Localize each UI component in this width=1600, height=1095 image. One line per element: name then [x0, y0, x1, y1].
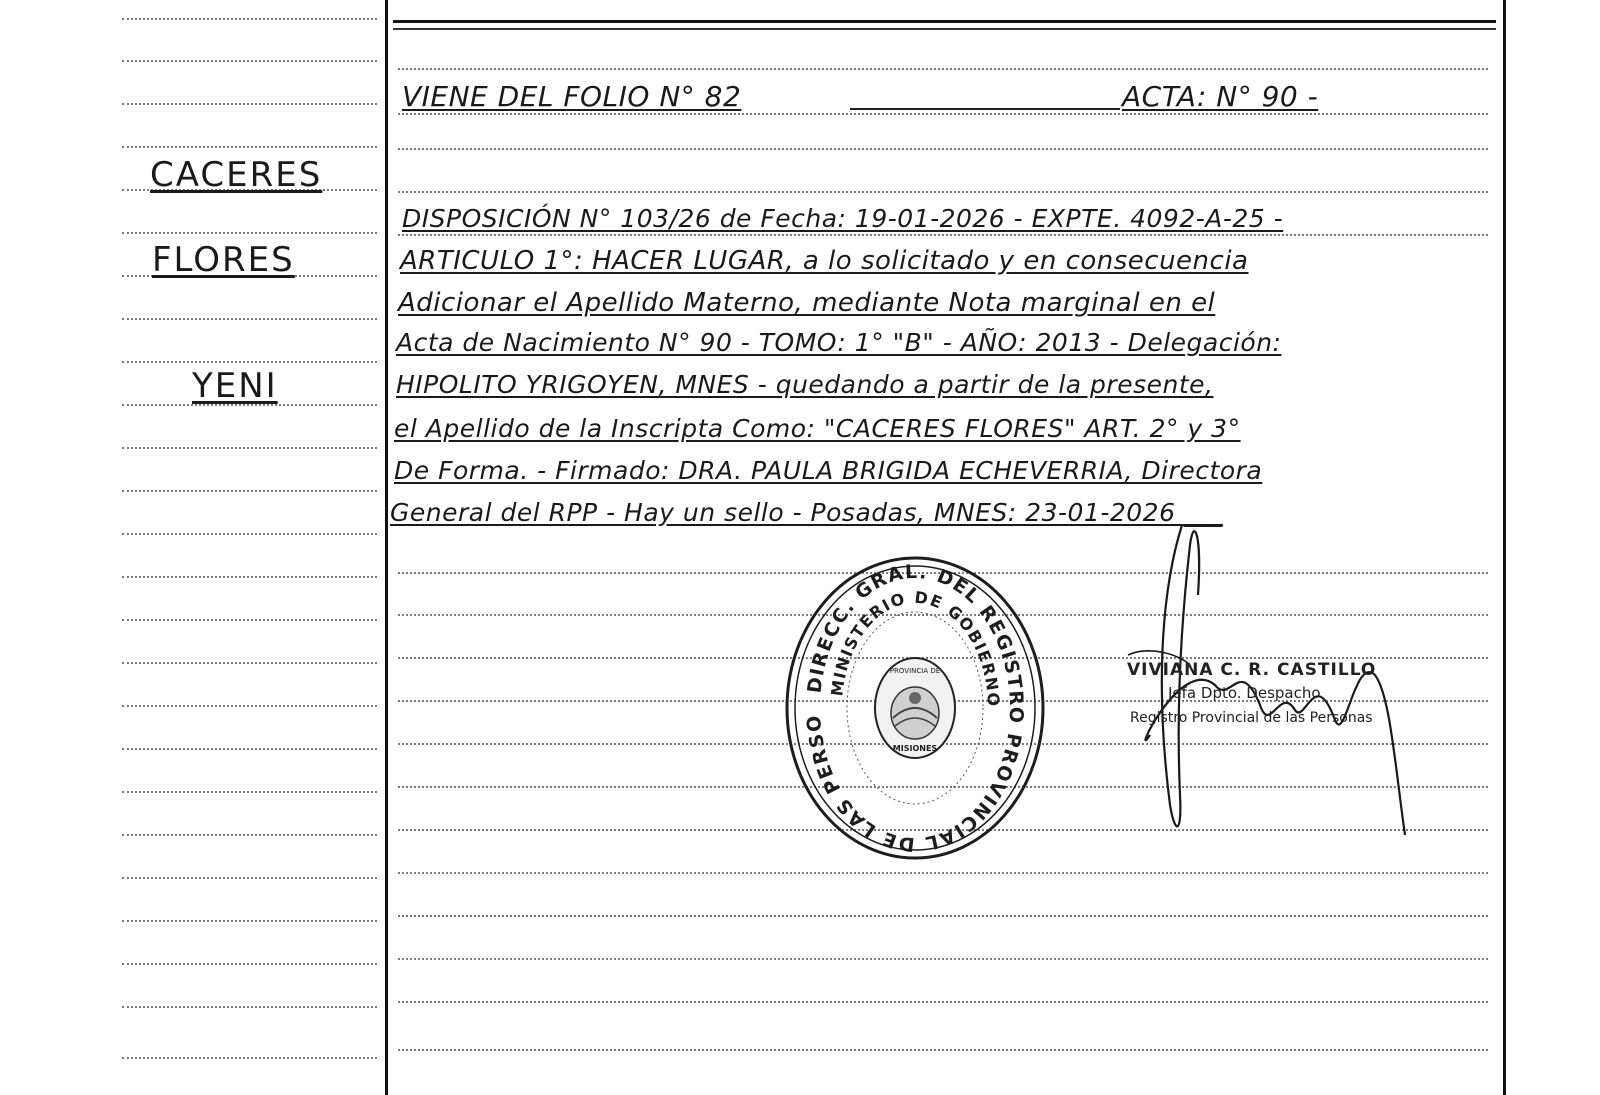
body-line: Acta de Nacimiento N° 90 - TOMO: 1° "B" - AÑO: 2013 - Delegación: [396, 328, 1282, 357]
column-divider [385, 0, 388, 1095]
top-border [393, 20, 1496, 23]
seal-graphic [780, 548, 1050, 868]
right-border [1503, 0, 1506, 1095]
margin-surname-1: CACERES [150, 155, 323, 195]
official-seal [780, 548, 1050, 868]
body-line: HIPOLITO YRIGOYEN, MNES - quedando a partir de la presente, [396, 370, 1214, 399]
acta-number: ACTA: N° 90 - [1122, 80, 1319, 113]
stamp-signer-org: Registro Provincial de las Personas [1130, 710, 1373, 726]
seal-outer-text: DIRECC. GRAL. DEL REGISTRO PROVINCIAL DE LAS PERSO [802, 560, 1028, 856]
header-dash [850, 108, 1120, 110]
top-border-inner [393, 28, 1496, 30]
margin-given-name: YENI [192, 366, 278, 406]
body-line: Adicionar el Apellido Materno, mediante Nota marginal en el [398, 288, 1216, 318]
seal-emblem-bottom: MISIONES [892, 744, 938, 753]
body-line: General del RPP - Hay un sello - Posadas, MNES: 23-01-2026 ___ [390, 498, 1223, 527]
margin-surname-2: FLORES [152, 240, 295, 280]
folio-reference: VIENE DEL FOLIO N° 82 [402, 80, 742, 113]
seal-emblem-top: PROVINCIA DE [889, 667, 941, 675]
stamp-signer-role: Jefa Dpto. Despacho [1168, 684, 1321, 702]
body-line: ARTICULO 1°: HACER LUGAR, a lo solicitado y en consecuencia [400, 246, 1249, 276]
body-line: DISPOSICIÓN N° 103/26 de Fecha: 19-01-2026 - EXPTE. 4092-A-25 - [402, 204, 1284, 233]
seal-inner-text: MINISTERIO DE GOBIERNO [827, 587, 1004, 709]
body-line: De Forma. - Firmado: DRA. PAULA BRIGIDA ECHEVERRIA, Directora [394, 456, 1263, 485]
body-line: el Apellido de la Inscripta Como: "CACERES FLORES" ART. 2° y 3° [394, 414, 1241, 443]
stamp-signer-name: VIVIANA C. R. CASTILLO [1127, 660, 1377, 680]
